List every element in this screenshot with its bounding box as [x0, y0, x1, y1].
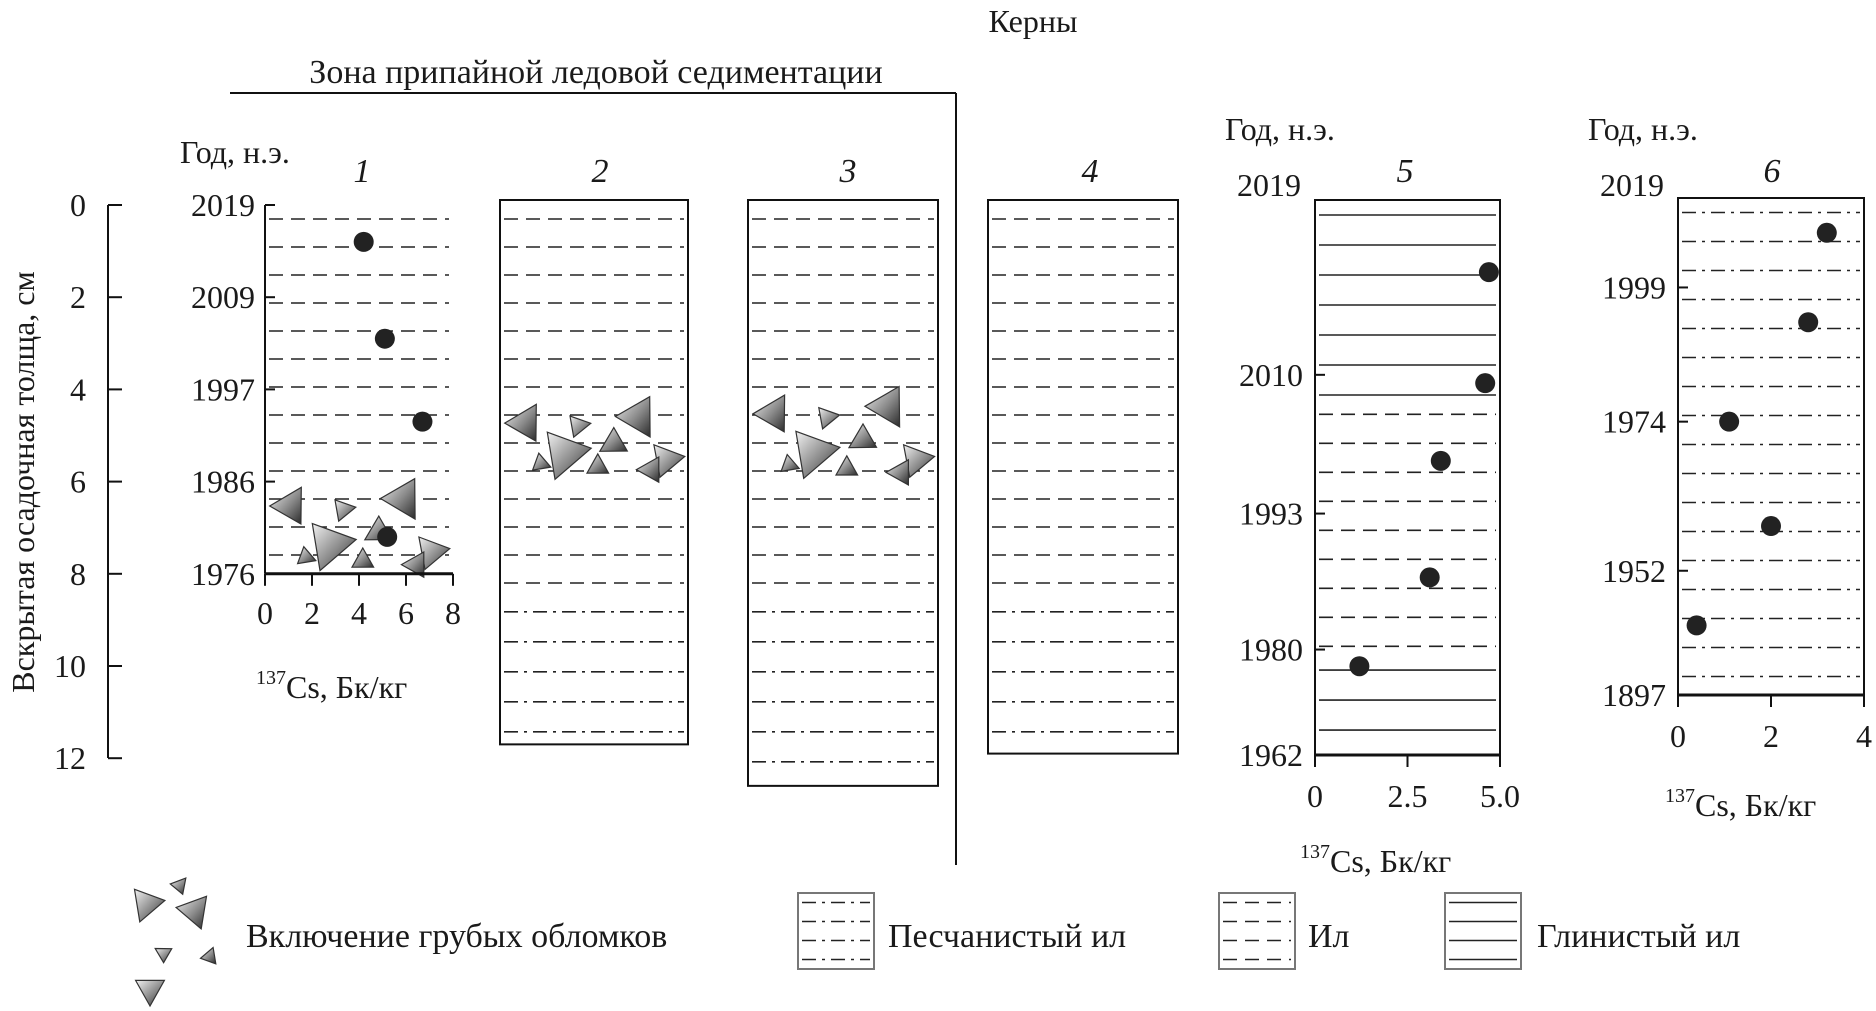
core5-cs-label	[1300, 841, 1451, 879]
fragment-triangle	[819, 408, 840, 429]
cs-point	[412, 412, 432, 432]
year-tick-label: 1897	[1602, 677, 1666, 713]
cs-point	[1431, 451, 1451, 471]
year-tick-label: 2019	[191, 187, 255, 223]
year-top-label: 2019	[1237, 167, 1301, 203]
cs-point	[1761, 516, 1781, 536]
x-tick-label: 5.0	[1480, 778, 1520, 814]
core-number: 5	[1396, 153, 1414, 190]
cs-point	[375, 329, 395, 349]
cs-unit: Cs, Бк/кг	[1330, 843, 1452, 879]
year-label-core5: Год, н.э.	[1225, 111, 1335, 147]
fragment-triangle	[270, 487, 302, 524]
depth-ticks	[54, 187, 122, 776]
depth-tick-label: 4	[70, 371, 86, 408]
core-5	[1237, 153, 1500, 773]
fragment-triangle	[176, 896, 206, 929]
year-tick-label: 1999	[1602, 269, 1666, 306]
fragment-triangle	[753, 395, 785, 432]
legend-fragments-label: Включение грубых обломков	[246, 918, 668, 955]
core1-cs-label	[256, 667, 407, 705]
fragment-triangle	[335, 500, 356, 521]
x-tick-label: 6	[398, 594, 414, 631]
legend-il-label: Ил	[1308, 918, 1350, 955]
core1-cs-axis	[257, 574, 461, 631]
core-number: 6	[1763, 153, 1781, 190]
legend	[135, 878, 1741, 1006]
core-number: 2	[591, 153, 609, 190]
core-3	[748, 153, 938, 786]
fragment-triangle	[201, 948, 216, 964]
x-tick-label: 0	[1307, 778, 1323, 814]
fragment-triangle	[886, 460, 908, 485]
cs-point	[1687, 615, 1707, 635]
core5-cs-axis	[1307, 755, 1520, 814]
year-tick-label: 1976	[191, 555, 255, 592]
cs-point	[1349, 656, 1369, 676]
cs-unit: Cs, Бк/кг	[1695, 787, 1817, 823]
legend-sandy-label: Песчанистый ил	[888, 918, 1127, 955]
year-label-core6: Год, н.э.	[1588, 111, 1698, 147]
legend-sandy-swatch	[798, 893, 874, 969]
core-number: 4	[1081, 153, 1099, 190]
year-tick-label: 1974	[1602, 403, 1666, 440]
legend-clay-swatch	[1445, 893, 1521, 969]
year-tick-label: 1952	[1602, 552, 1666, 589]
cs-point	[1475, 373, 1495, 393]
fragment-triangle	[600, 428, 628, 452]
zone-label: Зона припайной ледовой седиментации	[309, 54, 883, 91]
year-top-label: 2019	[1600, 167, 1664, 203]
depth-tick-label: 12	[54, 740, 86, 777]
fragment-triangle	[547, 432, 591, 479]
year-tick-label: 1993	[1239, 495, 1303, 532]
fragment-triangle	[505, 404, 537, 441]
year-tick-label: 2010	[1239, 356, 1303, 393]
fragment-triangle	[615, 397, 650, 437]
year-tick-label: 1980	[1239, 631, 1303, 668]
depth-tick-label: 8	[70, 555, 86, 592]
cs-point	[377, 527, 397, 547]
year-tick-label: 1997	[191, 371, 255, 408]
cs-superscript: 137	[1665, 785, 1695, 807]
depth-tick-label: 2	[70, 279, 86, 316]
x-tick-label: 2	[1763, 718, 1779, 754]
core-frame	[748, 200, 938, 786]
x-tick-label: 0	[1670, 718, 1686, 754]
cs-superscript: 137	[256, 667, 286, 689]
cs-superscript: 137	[1300, 841, 1330, 863]
core-4	[988, 153, 1178, 754]
x-tick-label: 8	[445, 594, 461, 631]
cs-point	[1719, 412, 1739, 432]
x-tick-label: 0	[257, 594, 273, 631]
cs-point	[354, 232, 374, 252]
cs-unit: Cs, Бк/кг	[286, 669, 408, 705]
fragment-triangle	[849, 424, 877, 448]
core-number: 3	[839, 153, 857, 190]
x-tick-label: 2	[304, 594, 320, 631]
depth-axis-label: Вскрытая осадочная толща, см	[5, 271, 41, 693]
fragment-triangle	[533, 453, 551, 470]
core-frame	[1678, 198, 1864, 695]
cs-point	[1420, 567, 1440, 587]
fragment-triangle	[135, 889, 165, 922]
fragment-triangle	[865, 387, 900, 427]
core-number: 1	[353, 153, 371, 190]
core6-cs-axis	[1670, 695, 1872, 754]
year-label-core1: Год, н.э.	[180, 134, 290, 170]
core-frame	[1315, 200, 1500, 755]
year-tick-label: 1986	[191, 463, 255, 500]
fragment-triangle	[170, 878, 186, 894]
core-2	[500, 153, 688, 744]
cs-point	[1479, 262, 1499, 282]
core-6	[1600, 153, 1864, 713]
fragment-triangle	[312, 524, 356, 571]
fragment-triangle	[155, 949, 172, 963]
fragment-triangle	[836, 456, 858, 475]
depth-tick-label: 6	[70, 463, 86, 500]
year-tick-label: 1962	[1239, 737, 1303, 773]
year-tick-label: 2009	[191, 279, 255, 316]
legend-clay-label: Глинистый ил	[1537, 918, 1741, 955]
title: Керны	[988, 3, 1078, 39]
legend-il-swatch	[1219, 893, 1295, 969]
fragment-triangle	[796, 431, 840, 478]
fragment-triangle	[352, 548, 374, 567]
fragment-triangle	[136, 980, 165, 1006]
core6-cs-label	[1665, 785, 1816, 823]
core-1	[265, 153, 450, 577]
cs-point	[1798, 312, 1818, 332]
core-frame	[988, 200, 1178, 754]
x-tick-label: 4	[1856, 718, 1872, 754]
cores	[191, 153, 1864, 786]
legend-fragments-icon	[135, 878, 216, 1006]
cs-point	[1817, 223, 1837, 243]
x-tick-label: 4	[351, 594, 367, 631]
depth-tick-label: 0	[70, 187, 86, 223]
fragment-triangle	[380, 479, 415, 519]
x-tick-label: 2.5	[1387, 778, 1428, 814]
fragment-triangle	[781, 455, 799, 472]
fragment-triangle	[570, 416, 591, 437]
fragment-triangle	[636, 457, 658, 482]
fragment-triangle	[587, 454, 609, 473]
depth-tick-label: 10	[54, 648, 86, 684]
